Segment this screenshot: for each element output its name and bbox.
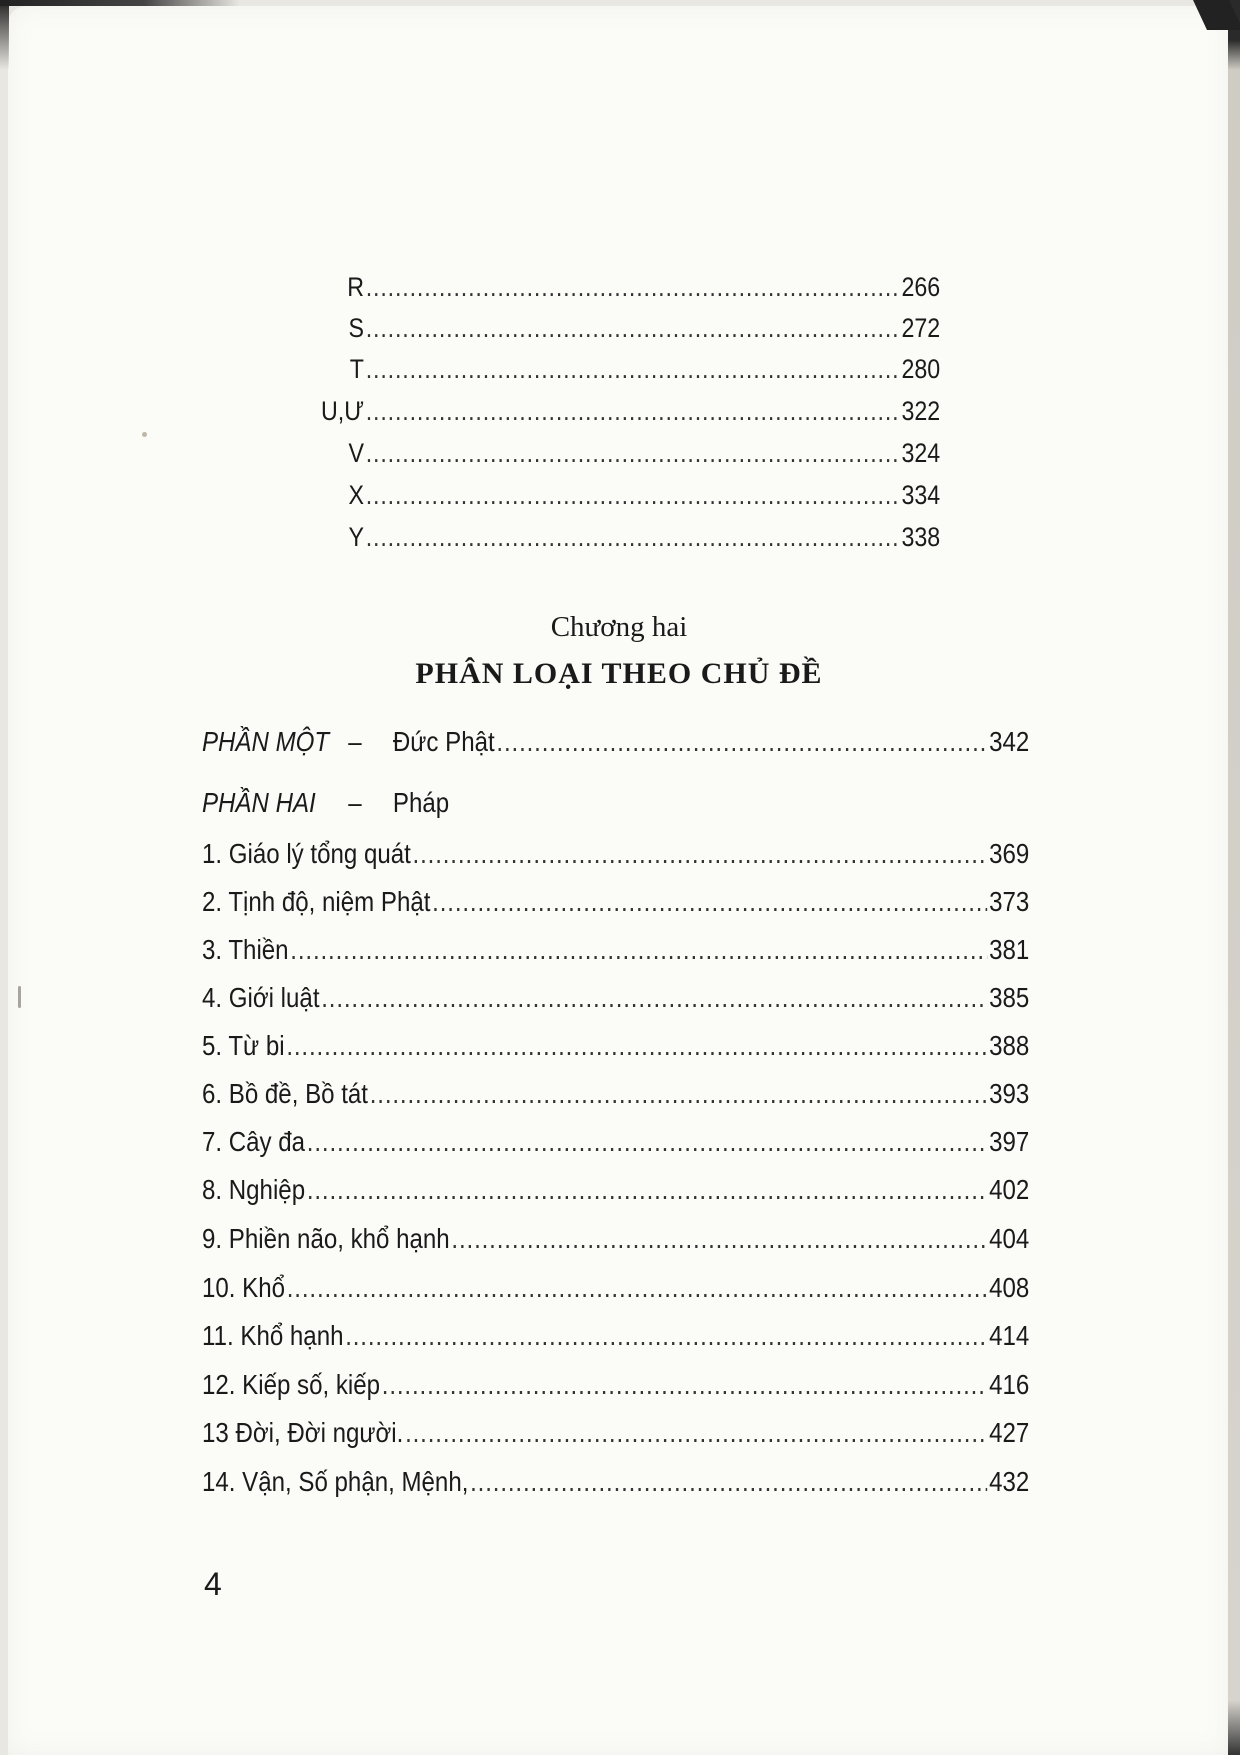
part-dash: –	[348, 787, 362, 818]
leader-dots	[382, 1369, 988, 1401]
toc-page: 373	[989, 886, 1030, 917]
toc-label: 7. Cây đa	[202, 1126, 306, 1157]
toc-letter: X	[348, 480, 364, 510]
toc-page: 408	[989, 1272, 1030, 1303]
leader-dots	[290, 934, 987, 966]
toc-row-topic	[202, 1466, 1029, 1498]
toc-page: 402	[989, 1174, 1030, 1205]
toc-label: 2. Tịnh độ, niệm Phật	[202, 886, 431, 917]
toc-page: 416	[989, 1369, 1030, 1400]
toc-row-topic	[202, 1417, 1029, 1449]
toc-page: 397	[989, 1126, 1030, 1157]
leader-dots	[287, 1272, 988, 1304]
toc-page: 266	[901, 272, 941, 302]
leader-dots	[345, 1320, 987, 1352]
leader-dots	[366, 396, 900, 427]
leader-dots	[451, 1223, 987, 1255]
toc-page: 404	[989, 1223, 1030, 1254]
toc-page: 388	[989, 1030, 1030, 1061]
toc-page: 432	[989, 1466, 1030, 1497]
paper-speck	[18, 986, 21, 1008]
toc-row-topic	[202, 1369, 1029, 1401]
leader-dots	[286, 1030, 987, 1062]
toc-letter: S	[348, 313, 364, 343]
toc-letter: Y	[348, 522, 364, 552]
toc-page: 385	[989, 982, 1030, 1013]
toc-row-topic	[202, 886, 1029, 918]
toc-letter: U,Ư	[321, 396, 365, 426]
toc-page: 381	[989, 934, 1030, 965]
paper-speck	[142, 432, 147, 437]
paper-sheet	[8, 6, 1230, 1755]
part-label: PHẦN HAI	[202, 787, 316, 818]
toc-page: 369	[989, 838, 1030, 869]
toc-label: 12. Kiếp số, kiếp	[202, 1369, 381, 1400]
toc-page: 393	[989, 1078, 1030, 1109]
toc-row-topic	[202, 1030, 1029, 1062]
toc-row-letter	[321, 272, 940, 303]
toc-row-letter	[321, 313, 940, 344]
scan-edge-top	[0, 0, 240, 6]
toc-label: 11. Khổ hạnh	[202, 1320, 344, 1351]
leader-dots	[321, 982, 987, 1014]
page-number: 4	[204, 1566, 222, 1602]
toc-page: 324	[901, 438, 941, 468]
scan-edge-left	[0, 0, 9, 70]
toc-row-topic	[202, 1174, 1029, 1206]
toc-letter: T	[349, 354, 364, 384]
toc-page: 280	[901, 354, 941, 384]
toc-row-topic	[202, 1320, 1029, 1352]
leader-dots	[370, 1078, 988, 1110]
toc-page: 334	[901, 480, 941, 510]
toc-row-letter	[321, 354, 940, 385]
leader-dots	[405, 1417, 987, 1449]
toc-label: 6. Bồ đề, Bồ tát	[202, 1078, 369, 1109]
toc-row-topic	[202, 982, 1029, 1014]
leader-dots	[496, 726, 987, 758]
toc-page: 338	[901, 522, 941, 552]
leader-dots	[366, 354, 900, 385]
toc-row-part-two	[202, 787, 1029, 819]
leader-dots	[307, 1126, 988, 1158]
toc-letter: V	[348, 438, 364, 468]
toc-row-topic	[202, 1126, 1029, 1158]
part-title: Pháp	[392, 787, 450, 818]
toc-label: 5. Từ bi	[202, 1030, 285, 1061]
toc-row-topic	[202, 1078, 1029, 1110]
leader-dots	[366, 480, 900, 511]
leader-dots	[366, 313, 900, 344]
part-title: Đức Phật	[392, 726, 495, 757]
toc-page: 342	[989, 726, 1030, 757]
chapter-subtitle: Chương hai	[550, 611, 688, 643]
toc-row-letter	[321, 396, 940, 427]
toc-page: 272	[901, 313, 941, 343]
scan-edge-right	[1228, 0, 1240, 1755]
toc-page: 427	[989, 1417, 1030, 1448]
toc-row-part-one	[202, 726, 1029, 758]
toc-label: 1. Giáo lý tổng quát	[202, 838, 411, 869]
toc-label: 4. Giới luật	[202, 982, 320, 1013]
chapter-title: PHÂN LOẠI THEO CHỦ ĐỀ	[415, 657, 823, 690]
toc-label: 8. Nghiệp	[202, 1174, 306, 1205]
toc-row-letter	[321, 480, 940, 511]
leader-dots	[470, 1466, 987, 1498]
toc-row-topic	[202, 1272, 1029, 1304]
part-label: PHẦN MỘT	[202, 726, 330, 757]
toc-page: 414	[989, 1320, 1030, 1351]
toc-label: 3. Thiền	[202, 934, 289, 965]
toc-label: 13 Đời, Đời người.	[202, 1417, 404, 1448]
toc-row-letter	[321, 522, 940, 553]
toc-row-topic	[202, 838, 1029, 870]
leader-dots	[366, 438, 900, 469]
toc-letter: R	[347, 272, 364, 302]
toc-label: 14. Vận, Số phận, Mệnh,	[202, 1466, 469, 1497]
toc-row-letter	[321, 438, 940, 469]
leader-dots	[307, 1174, 988, 1206]
leader-dots	[366, 272, 900, 303]
toc-row-topic	[202, 934, 1029, 966]
leader-dots	[432, 886, 987, 918]
toc-label: 10. Khổ	[202, 1272, 286, 1303]
leader-dots	[366, 522, 900, 553]
toc-row-topic	[202, 1223, 1029, 1255]
toc-label: 9. Phiền não, khổ hạnh	[202, 1223, 450, 1254]
leader-dots	[413, 838, 988, 870]
part-dash: –	[348, 726, 362, 757]
toc-page: 322	[901, 396, 941, 426]
